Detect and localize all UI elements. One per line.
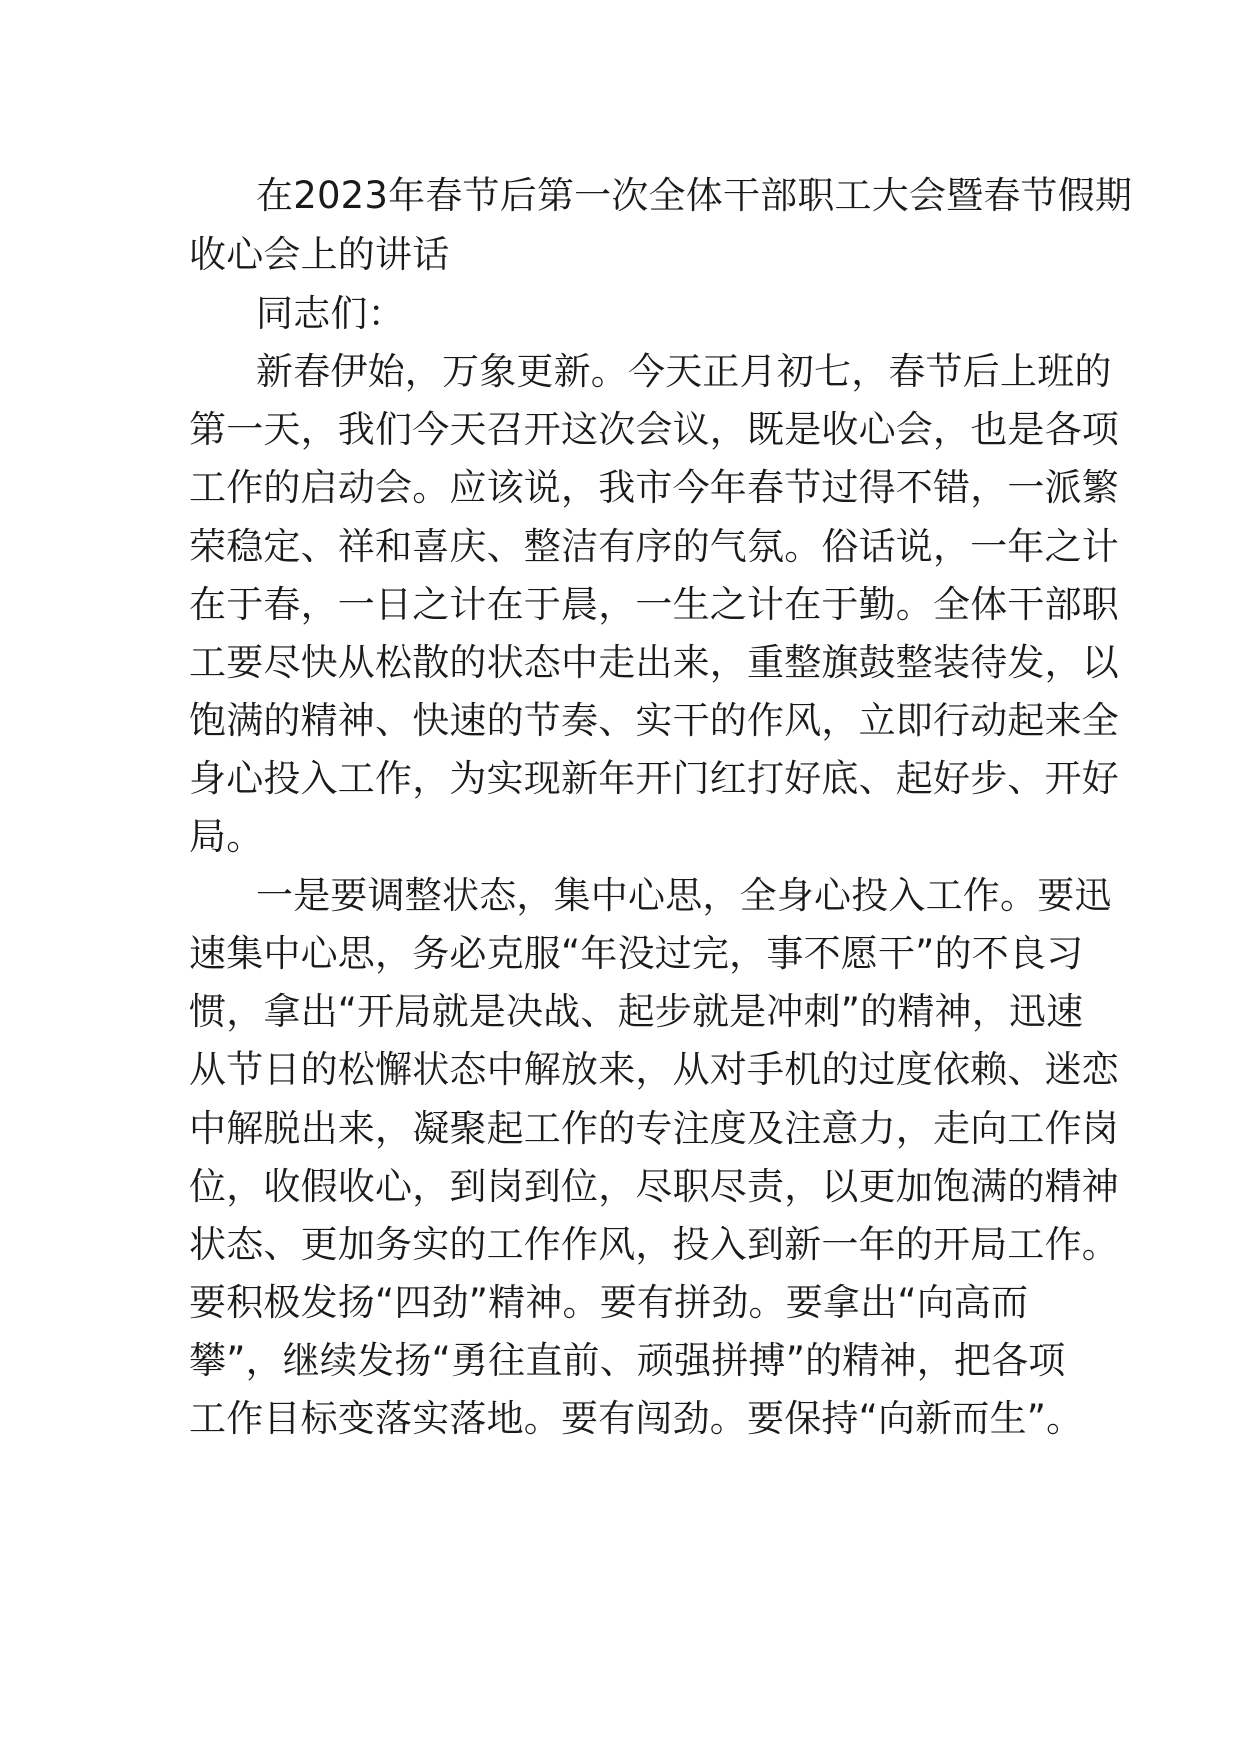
title-line-1: 在2023年春节后第一次全体干部职工大会暨春节假期 (256, 174, 1133, 217)
paragraph-1-line: 饱满的精神、快速的节奏、实干的作风，立即行动起来全 (189, 699, 1119, 742)
salutation: 同志们： (256, 292, 405, 335)
paragraph-2-line: 要积极发扬“四劲”精神。要有拼劲。要拿出“向高而 (189, 1281, 1029, 1324)
paragraph-1-line: 工作的启动会。应该说，我市今年春节过得不错，一派繁 (189, 466, 1119, 509)
paragraph-2-line: 惯，拿出“开局就是决战、起步就是冲刺”的精神，迅速 (189, 990, 1084, 1033)
paragraph-2-line: 工作目标变落实落地。要有闯劲。要保持“向新而生”。 (189, 1397, 1084, 1440)
paragraph-2-line: 中解脱出来，凝聚起工作的专注度及注意力，走向工作岗 (189, 1107, 1119, 1150)
paragraph-2-line: 一是要调整状态，集中心思，全身心投入工作。要迅 (256, 874, 1112, 917)
paragraph-1-line: 局。 (189, 815, 264, 858)
paragraph-1-line: 第一天，我们今天召开这次会议，既是收心会，也是各项 (189, 408, 1119, 451)
paragraph-1-line: 工要尽快从松散的状态中走出来，重整旗鼓整装待发，以 (189, 641, 1119, 684)
paragraph-2-line: 状态、更加务实的工作作风，投入到新一年的开局工作。 (189, 1223, 1119, 1266)
paragraph-2-line: 从节日的松懈状态中解放来，从对手机的过度依赖、迷恋 (189, 1048, 1119, 1091)
title-line-2: 收心会上的讲话 (189, 233, 450, 276)
paragraph-1-line: 荣稳定、祥和喜庆、整洁有序的气氛。俗话说，一年之计 (189, 525, 1119, 568)
paragraph-2-line: 速集中心思，务必克服“年没过完，事不愿干”的不良习 (189, 932, 1084, 975)
paragraph-1-line: 身心投入工作，为实现新年开门红打好底、起好步、开好 (189, 757, 1119, 800)
paragraph-1-line: 新春伊始，万象更新。今天正月初七，春节后上班的 (256, 350, 1112, 393)
paragraph-2-line: 攀”，继续发扬“勇往直前、顽强拼搏”的精神，把各项 (189, 1339, 1066, 1382)
paragraph-1-line: 在于春，一日之计在于晨，一生之计在于勤。全体干部职 (189, 583, 1119, 626)
paragraph-2-line: 位，收假收心，到岗到位，尽职尽责，以更加饱满的精神 (189, 1165, 1119, 1208)
